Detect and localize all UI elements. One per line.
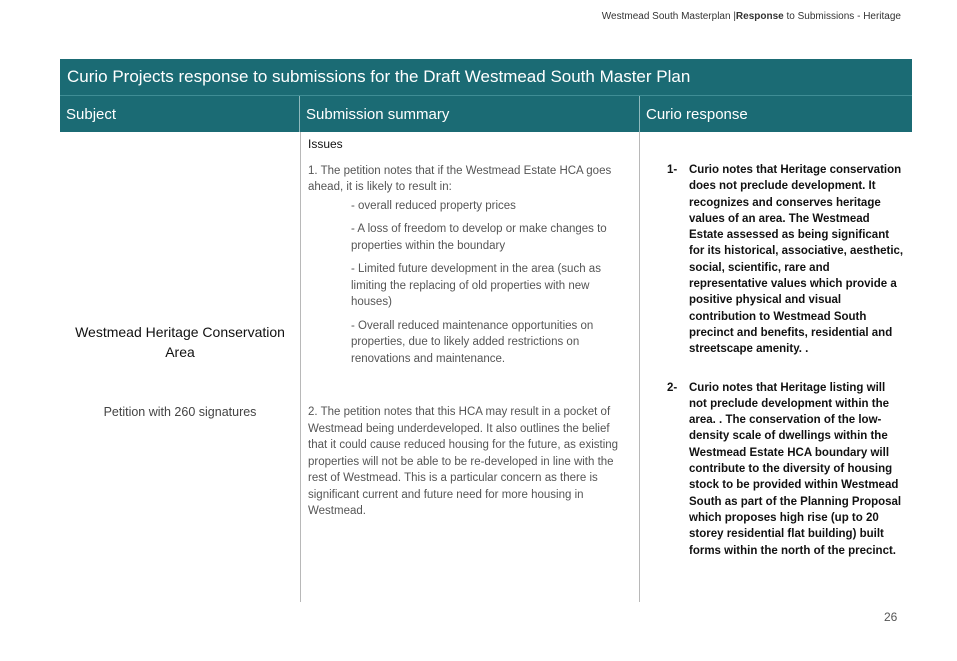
table-header-row (60, 96, 912, 132)
subject-cell (60, 132, 300, 602)
doc-title: Westmead South Masterplan | (601, 11, 736, 22)
summary-subitem: - A loss of freedom to develop or make changes to properties within the boundary (351, 223, 607, 252)
table-title: Curio Projects response to submissions for the Draft Westmead South Master Plan (60, 59, 912, 96)
section-bold: Response (735, 11, 784, 22)
summary-point-1: 1. The petition notes that if the Westmead Estate HCA goes ahead, it is likely to result in: (308, 164, 612, 193)
summary-point-2: 2. The petition notes that this HCA may result in a pocket of Westmead being underdeveloped. It also outlines the belief that it could cause reduced housing for the future, as existing properties will not be able to be re-developed in line with the rest of Westmead. This is a particular concern as there is significant current and future need for more housing in Westmead. (308, 406, 619, 517)
summary-subitem: - overall reduced property prices (351, 199, 516, 212)
response-text: Curio notes that Heritage conservation does not preclude development. It recognizes and conserves heritage values of an area. The Westmead Estate assessed as being significant for its historical, associative, aesthetic, social, scientific, rare and representative values which provide a positive physical and visual contribution to Westmead South precinct and benefits, residential and streetscape amenity. . (689, 164, 904, 356)
column-header-response: Curio response (646, 105, 748, 123)
column-header-summary: Submission summary (300, 96, 640, 132)
summary-subitem: - Overall reduced maintenance opportunities on properties, due to likely added restrictions on renovations and maintenance. (351, 319, 594, 365)
subject-title: Westmead Heritage Conservation Area (75, 324, 285, 360)
response-text: Curio notes that Heritage listing will not preclude development within the area. . The conservation of the low-density scale of dwellings within the Westmead Estate HCA boundary will contribute to the diversity of housing stock to be provided within Westmead South as part of the Planning Proposal which proposes high rise (up to 20 storey residential flat building) built forms within the north of the precinct. (689, 381, 902, 557)
response-table (60, 59, 912, 602)
response-number: 1- (667, 164, 678, 176)
issues-label: Issues (308, 137, 343, 151)
column-header-subject: Subject (60, 96, 300, 132)
summary-cell (300, 132, 640, 602)
running-header (602, 11, 901, 22)
page-number: 26 (884, 610, 898, 624)
response-item (667, 162, 904, 358)
table-row (60, 132, 912, 602)
response-item (667, 380, 904, 559)
summary-subitem: - Limited future development in the area (such as limiting the replacing of old properties with new houses) (351, 263, 601, 308)
response-cell (640, 132, 912, 602)
response-number: 2- (667, 381, 678, 394)
subject-subtitle: Petition with 260 signatures (103, 405, 257, 419)
section-rest: to Submissions - Heritage (783, 11, 901, 22)
